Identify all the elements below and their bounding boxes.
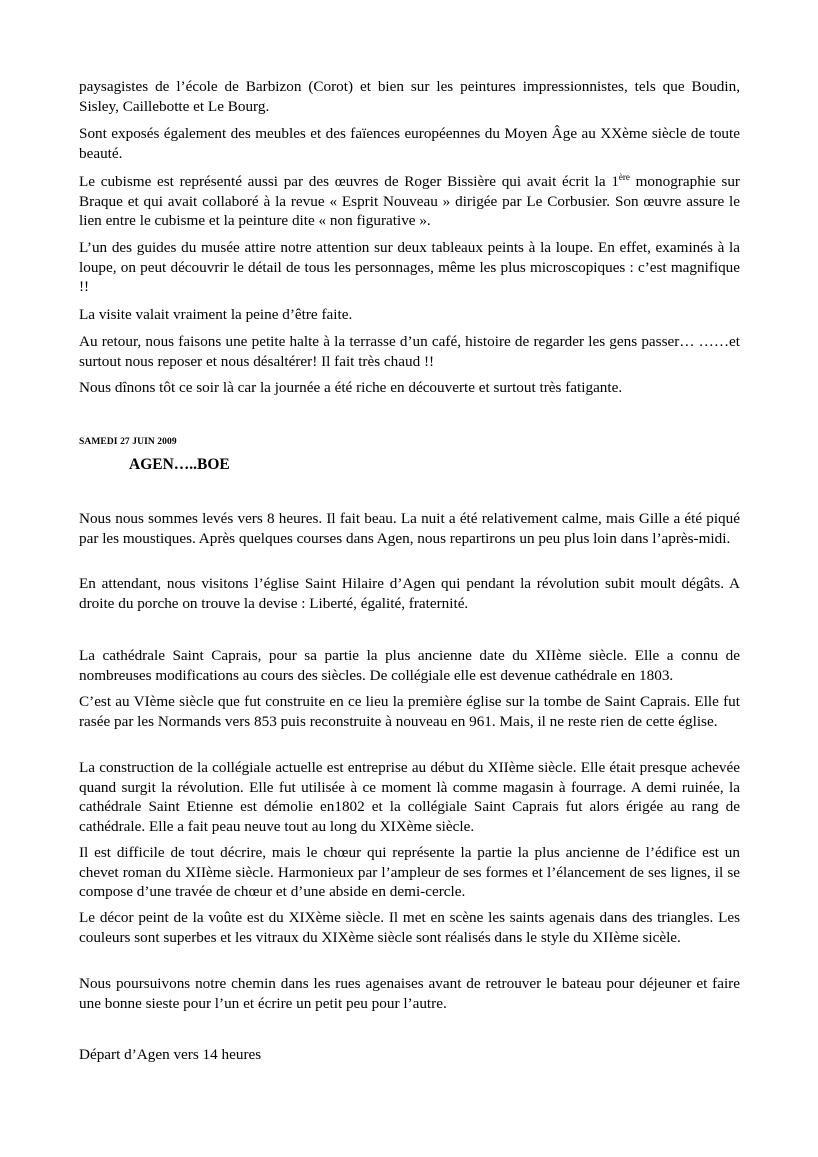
paragraph-sixth-century: C’est au VIème siècle que fut construite en ce lieu la première église sur la tombe de Saint Caprais. Elle fut rasée par les Normands vers 853 puis reconstruite à nouveau en 961. Mais, il ne reste rien de cette église.	[79, 693, 740, 730]
paragraph-departure: Départ d’Agen vers 14 heures	[79, 1046, 262, 1063]
date-heading: SAMEDI 27 JUIN 2009	[79, 437, 177, 447]
paragraph-morning: Nous nous sommes levés vers 8 heures. Il fait beau. La nuit a été relativement calme, mais Gille a été piqué par les moustiques. Après quelques courses dans Agen, nous repartirons un peu plus loin dans l’après-midi.	[79, 510, 740, 547]
paragraph-cathedral: La cathédrale Saint Caprais, pour sa partie la plus ancienne date du XIIème siècle. Elle a connu de nombreuses modifications au cours des siècles. De collégiale elle est devenue cathédrale en 1803.	[79, 647, 740, 684]
cubism-text-before: Le cubisme est représenté aussi par des œuvres de Roger Bissière qui avait écrit la 1	[79, 173, 619, 190]
paragraph-choir: Il est difficile de tout décrire, mais le chœur qui représente la partie la plus ancienne de l’édifice est un chevet roman du XIIème siècle. Harmonieux par l’ampleur de ses formes et l’élancement de ses lignes, il se compose d’une travée de chœur et d’une abside en demi-cercle.	[79, 844, 740, 900]
paragraph-barbizon: paysagistes de l’école de Barbizon (Corot) et bien sur les peintures impressionnistes, tels que Boudin, Sisley, Caillebotte et Le Bourg.	[79, 78, 740, 115]
paragraph-visit: La visite valait vraiment la peine d’être faite.	[79, 306, 353, 323]
place-heading: AGEN…..BOE	[129, 456, 230, 473]
paragraph-saint-hilaire: En attendant, nous visitons l’église Saint Hilaire d’Agen qui pendant la révolution subit moult dégâts. A droite du porche on trouve la devise : Liberté, égalité, fraternité.	[79, 575, 740, 612]
paragraph-return-cafe: Au retour, nous faisons une petite halte à la terrasse d’un café, histoire de regarder les gens passer… ……et surtout nous reposer et nous désaltérer! Il fait très chaud !!	[79, 333, 740, 370]
paragraph-museum-guide: L’un des guides du musée attire notre attention sur deux tableaux peints à la loupe. En effet, examinés à la loupe, on peut découvrir le détail de tous les personnages, même les plus microscopiques : c’est magnifique !!	[79, 239, 740, 295]
cubism-superscript: ère	[618, 172, 630, 182]
paragraph-cubism	[79, 172, 740, 231]
paragraph-furniture: Sont exposés également des meubles et des faïences européennes du Moyen Âge au XXème siècle de toute beauté.	[79, 125, 740, 162]
paragraph-dinner: Nous dînons tôt ce soir là car la journée a été riche en découverte et surtout très fatigante.	[79, 379, 623, 396]
paragraph-vault: Le décor peint de la voûte est du XIXème siècle. Il met en scène les saints agenais dans des triangles. Les couleurs sont superbes et les vitraux du XIXème siècle sont réalisés dans le style du XIIème sicèle.	[79, 909, 740, 946]
paragraph-continue: Nous poursuivons notre chemin dans les rues agenaises avant de retrouver le bateau pour déjeuner et faire une bonne sieste pour l’un et écrire un petit peu pour l’autre.	[79, 975, 740, 1012]
cubism-text-after: monographie sur Braque et qui avait collaboré à la revue « Esprit Nouveau » dirigée par Le Corbusier. Son œuvre assure le lien entre le cubisme et la peinture dite « non figurative ».	[79, 173, 740, 229]
paragraph-construction: La construction de la collégiale actuelle est entreprise au début du XIIème siècle. Elle était presque achevée quand surgit la révolution. Elle fut utilisée à ce moment là comme magasin à fourrage. A demi ruinée, la cathédrale Saint Etienne est démolie en1802 et la collégiale Saint Caprais fut alors érigée au rang de cathédrale. Elle a fait peau neuve tout au long du XIXème siècle.	[79, 759, 740, 835]
